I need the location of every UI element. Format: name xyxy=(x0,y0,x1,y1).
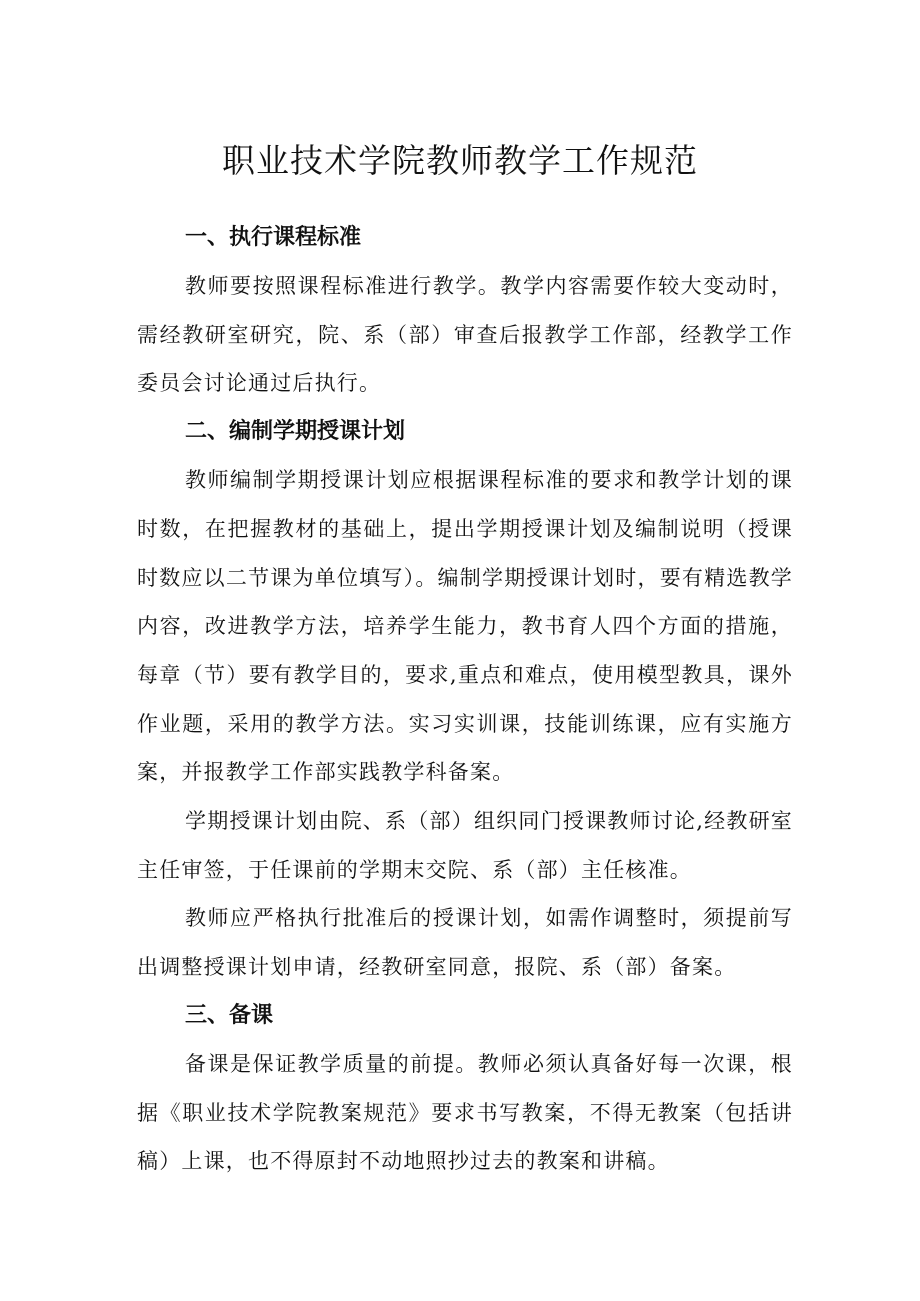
section-paragraph: 教师应严格执行批准后的授课计划，如需作调整时，须提前写出调整授课计划申请，经教研室同意，报院、系（部）备案。 xyxy=(137,906,793,980)
section-paragraph: 教师要按照课程标准进行教学。教学内容需要作较大变动时，需经教研室研究，院、系（部）审查后报教学工作部，经教学工作委员会讨论通过后执行。 xyxy=(137,274,793,396)
section-paragraph: 备课是保证教学质量的前提。教师必须认真备好每一次课，根据《职业技术学院教案规范》要求书写教案，不得无教案（包括讲稿）上课，也不得原封不动地照抄过去的教案和讲稿。 xyxy=(137,1051,793,1174)
document-title: 职业技术学院教师教学工作规范 xyxy=(222,141,698,180)
section-2 xyxy=(137,408,793,992)
section-heading: 二、编制学期授课计划 xyxy=(185,419,406,445)
section-heading: 一、执行课程标准 xyxy=(185,225,362,250)
section-1 xyxy=(137,214,793,408)
section-paragraph: 学期授课计划由院、系（部）组织同门授课教师讨论,经教研室主任审签，于任课前的学期末交院、系（部）主任核准。 xyxy=(137,809,793,882)
section-paragraph: 教师编制学期授课计划应根据课程标准的要求和教学计划的课时数，在把握教材的基础上，提出学期授课计划及编制说明（授课时数应以二节课为单位填写）。编制学期授课计划时，要有精选教学内容，改进教学方法，培养学生能力，教书育人四个方面的措施，每章（节）要有教学目的，要求,重点和难点，使用模型教具，课外作业题，采用的教学方法。实习实训课，技能训练课，应有实施方案，并报教学工作部实践教学科备案。 xyxy=(137,468,793,785)
section-3 xyxy=(137,992,793,1186)
document-body xyxy=(137,214,793,1186)
section-heading: 三、备课 xyxy=(185,1002,274,1028)
